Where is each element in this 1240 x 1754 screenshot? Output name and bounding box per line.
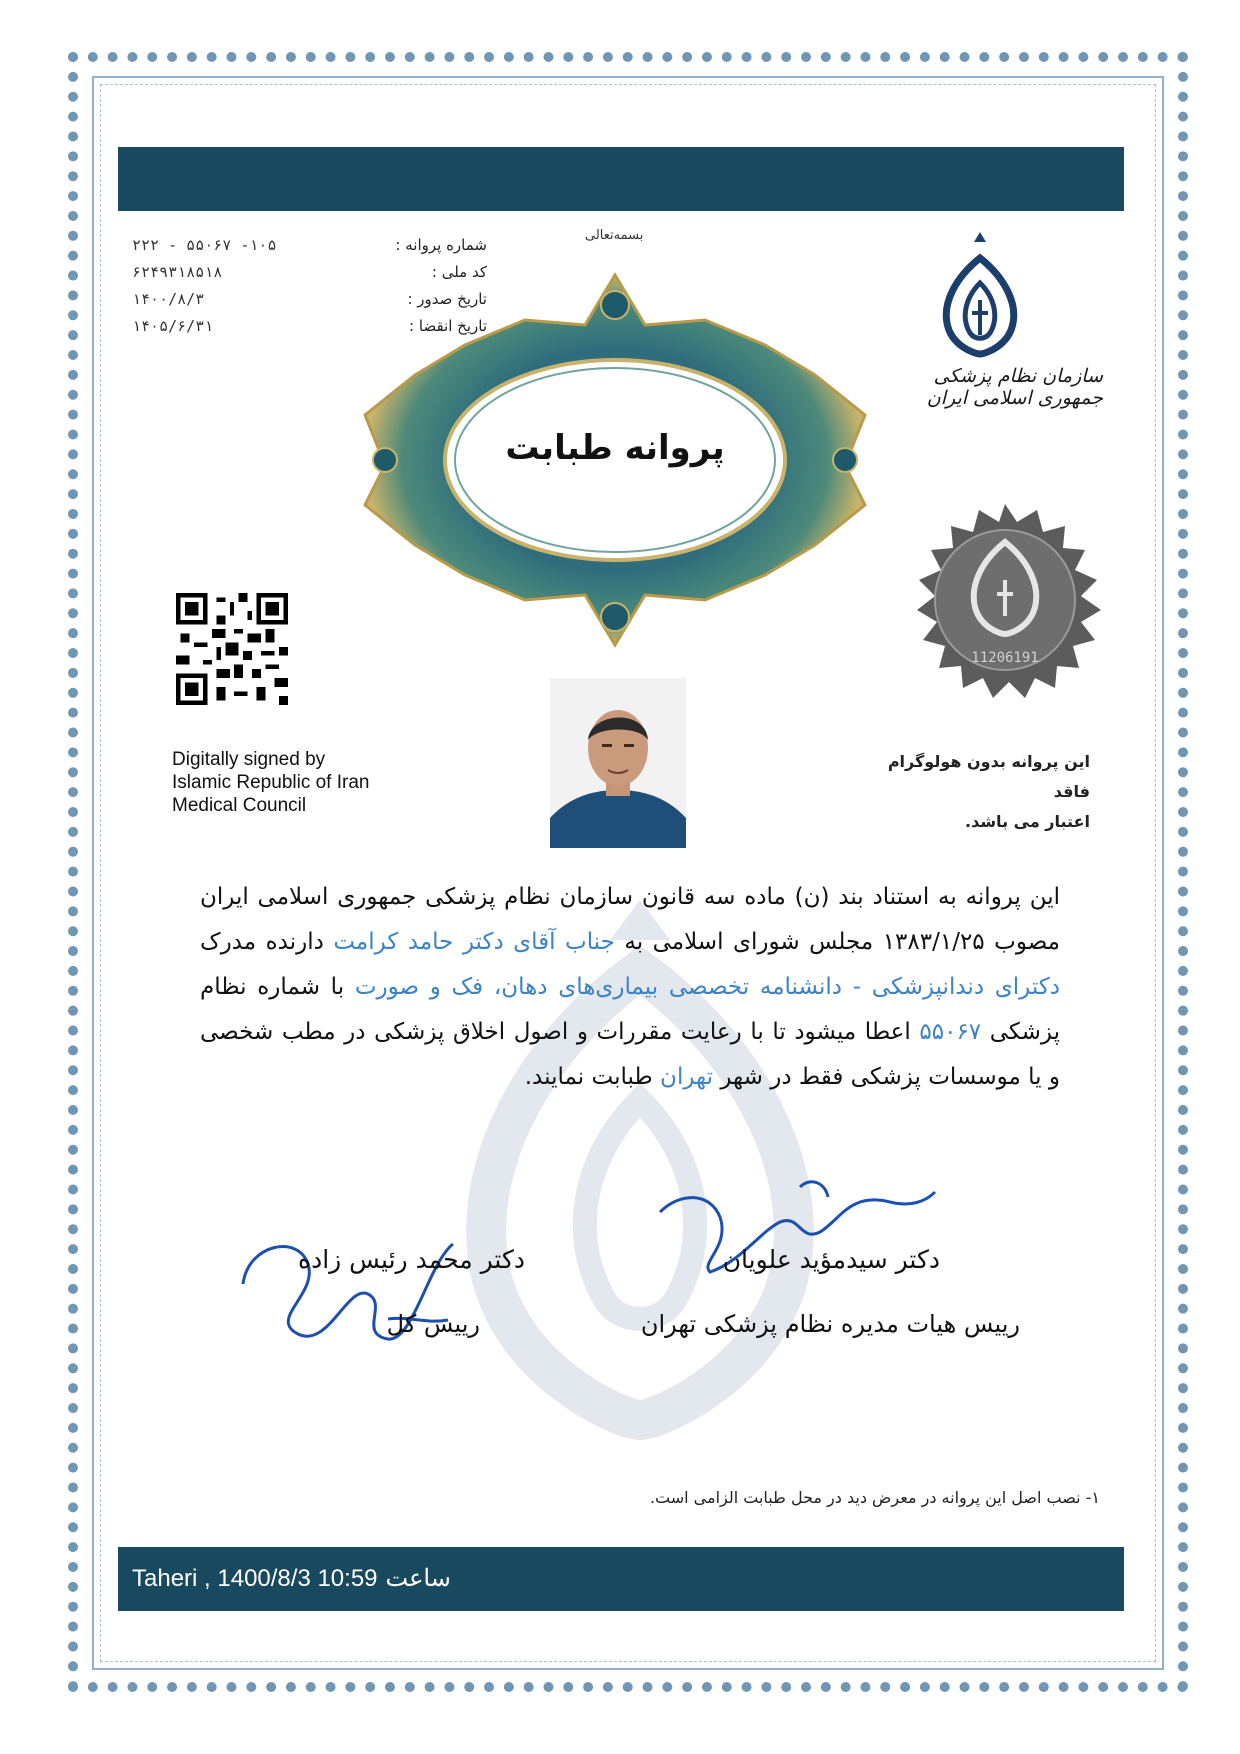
expiry-date-value: ۱۴۰۵/۶/۳۱ (132, 317, 214, 335)
hologram-notice (880, 747, 1090, 837)
statement-part3: با شماره نظام پزشکی (200, 974, 1060, 1045)
hologram-serial: 11206191 (971, 650, 1039, 666)
organization-name: سازمان نظام پزشکی جمهوری اسلامی ایران (926, 365, 1103, 409)
statement-part4: اعطا میشود تا با رعایت مقررات و اصول اخلاق پزشکی در مطب شخصی و یا موسسات پزشکی فقط در شهر (200, 1019, 1060, 1090)
digital-signature-line1: Digitally signed by (172, 749, 326, 770)
signatory-right-title: رییس هیات مدیره نظام پزشکی تهران (640, 1310, 1020, 1338)
header-bar (118, 147, 1124, 211)
license-number-row (132, 232, 487, 259)
footer-time-label: ساعت (385, 1565, 451, 1592)
statement-part5: طبابت نمایند. (524, 1064, 661, 1090)
signatory-left-title: رییس کل (386, 1310, 480, 1338)
hologram-notice-line2: اعتبار می باشد. (965, 812, 1090, 831)
digital-signature-note (172, 748, 392, 817)
medical-number: ۵۵۰۶۷ (919, 1019, 982, 1045)
digital-signature-line3: Medical Council (172, 795, 307, 816)
qr-code-icon[interactable] (176, 593, 288, 705)
footer-bar (118, 1547, 1124, 1611)
statement-part1: این پروانه به استناد بند (ن) ماده سه قانون سازمان نظام پزشکی جمهوری اسلامی ایران مصوب ۱۳۸۳/۱/۲۵ مجلس شورای اسلامی به (200, 884, 1060, 955)
page-title: پروانه طبابت (505, 428, 725, 468)
statement-part2: دارنده مدرک (200, 929, 334, 955)
hologram-notice-line1: این پروانه بدون هولوگرام فاقد (887, 752, 1090, 801)
footnote: ۱- نصب اصل این پروانه در معرض دید در محل طبابت الزامی است. (649, 1488, 1100, 1507)
city-name: تهران (660, 1064, 714, 1090)
recipient-name: جناب آقای دکتر حامد کرامت (333, 929, 615, 955)
national-code-label: کد ملی : (431, 263, 487, 281)
footer-stamp: Taheri , 1400/8/3 10:59 (132, 1565, 378, 1592)
license-statement (200, 875, 1060, 1100)
license-number-label: شماره پروانه : (395, 236, 487, 254)
license-number-value: ۲۲۲ - ۵۵۰۶۷ -۱۰۵ (132, 236, 277, 254)
national-code-value: ۶۲۴۹۳۱۸۵۱۸ (132, 263, 223, 281)
medical-council-logo-icon (935, 228, 1025, 358)
signatory-right-name: دکتر سیدمؤید علویان (722, 1245, 940, 1274)
holder-photo (550, 678, 686, 848)
digital-signature-line2: Islamic Republic of Iran (172, 772, 370, 793)
degree-title: دکترای دندانپزشکی - دانشنامه تخصصی بیماری‌های دهان، فک و صورت (354, 974, 1060, 1000)
issue-date-label: تاریخ صدور : (407, 290, 487, 308)
issue-date-value: ۱۴۰۰/۸/۳ (132, 290, 205, 308)
hologram-seal-icon (905, 502, 1105, 702)
signatory-left-name: دکتر محمد رئیس زاده (297, 1245, 525, 1274)
expiry-date-label: تاریخ انقضا : (409, 317, 487, 335)
bismillah: بسمه‌تعالی (585, 228, 644, 243)
